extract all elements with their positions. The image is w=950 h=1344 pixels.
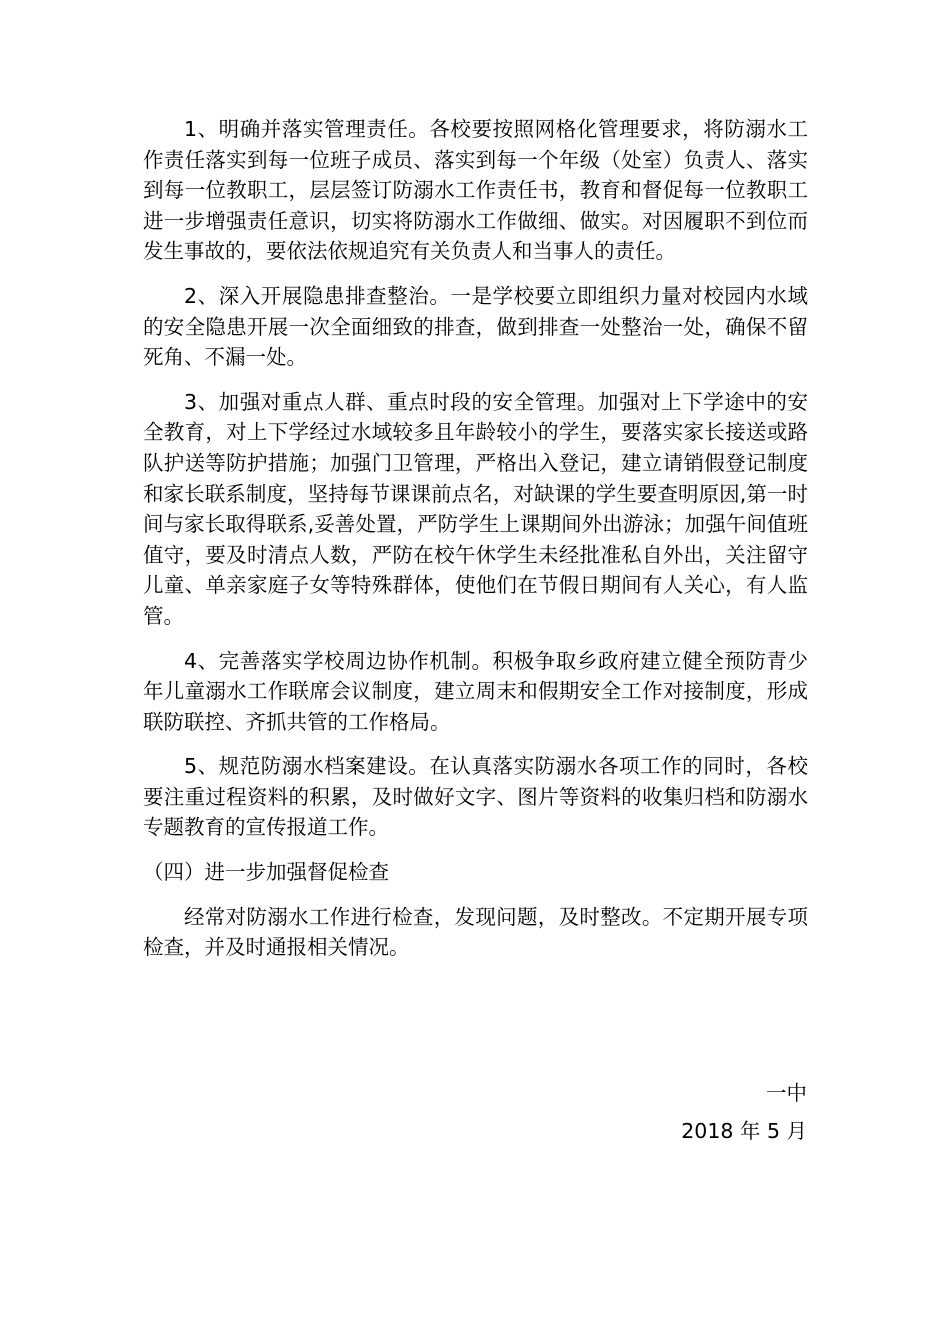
signature-organization: 一中 xyxy=(766,1081,807,1105)
paragraph-key-groups-safety: 3、加强对重点人群、重点时段的安全管理。加强对上下学途中的安全教育，对上下学经过水域较多且年龄较小的学生，要落实家长接送或路队护送等防护措施；加强门卫管理，严格出入登记，建立请销假登记制度和家长联系制度，坚持每节课课前点名，对缺课的学生要查明原因,第一时间与家长取得联系,妥善处置，严防学生上课期间外出游泳；加强午间值班值守，要及时清点人数，严防在校午休学生未经批准私自外出，关注留守儿童、单亲家庭子女等特殊群体，使他们在节假日期间有人关心，有人监管。 xyxy=(143,389,808,628)
signature-date: 2018 年 5 月 xyxy=(681,1119,807,1143)
paragraph-archive-building: 5、规范防溺水档案建设。在认真落实防溺水各项工作的同时，各校要注重过程资料的积累，及时做好文字、图片等资料的收集归档和防溺水专题教育的宣传报道工作。 xyxy=(143,754,808,840)
document-body xyxy=(143,114,808,963)
paragraph-inspection: 经常对防溺水工作进行检查，发现问题，及时整改。不定期开展专项检查，并及时通报相关情况。 xyxy=(143,904,808,960)
section-heading: （四）进一步加强督促检查 xyxy=(143,860,389,885)
paragraph-hazard-inspection: 2、深入开展隐患排查整治。一是学校要立即组织力量对校园内水域的安全隐患开展一次全面细致的排查，做到排查一处整治一处，确保不留死角、不漏一处。 xyxy=(143,283,808,370)
paragraph-responsibility: 1、明确并落实管理责任。各校要按照网格化管理要求，将防溺水工作责任落实到每一位班子成员、落实到每一个年级（处室）负责人、落实到每一位教职工，层层签订防溺水工作责任书，教育和督促每一位教职工进一步增强责任意识，切实将防溺水工作做细、做实。对因履职不到位而发生事故的，要依法依规追究有关负责人和当事人的责任。 xyxy=(143,117,808,264)
signature-block xyxy=(681,1078,807,1146)
paragraph-cooperation-mechanism: 4、完善落实学校周边协作机制。积极争取乡政府建立健全预防青少年儿童溺水工作联席会议制度，建立周末和假期安全工作对接制度，形成联防联控、齐抓共管的工作格局。 xyxy=(143,648,808,734)
